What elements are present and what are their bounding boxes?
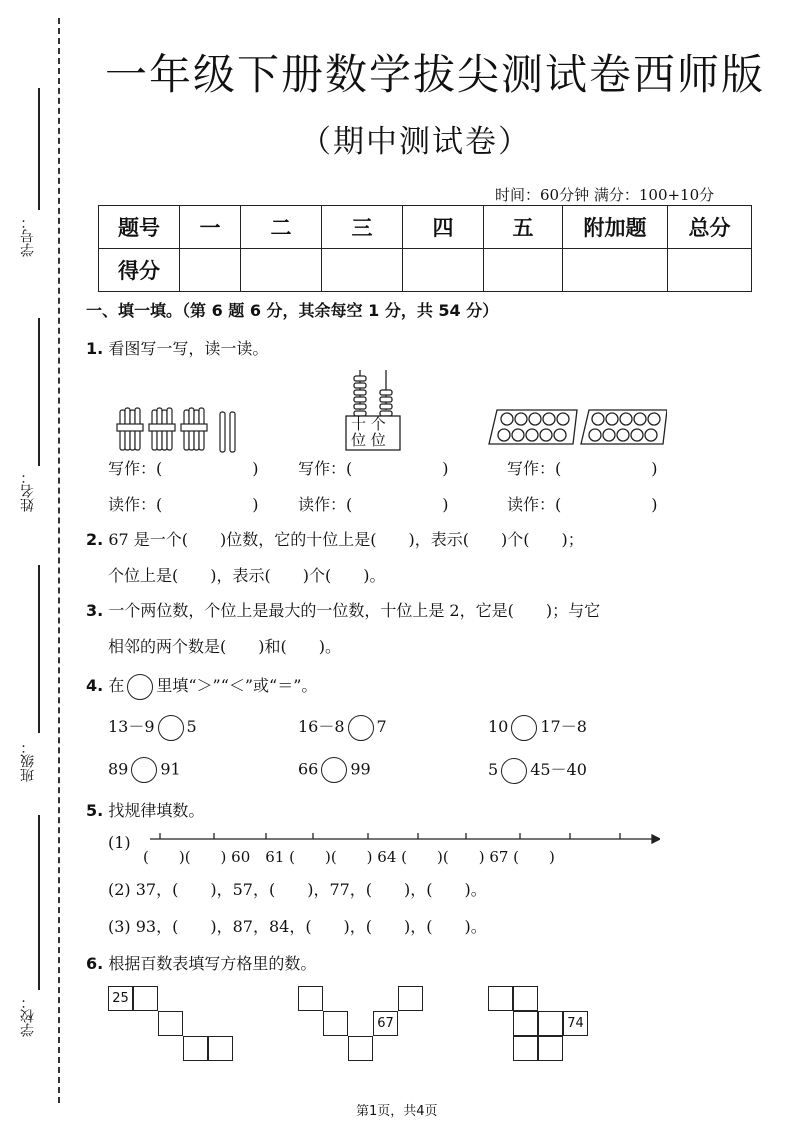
grid-cell[interactable] (298, 986, 323, 1011)
name-line (38, 318, 40, 466)
circle-icon (127, 674, 153, 700)
grid-cell[interactable] (208, 1036, 233, 1061)
cut-line (58, 18, 60, 1103)
compare-item: 10 17－8 (488, 714, 587, 741)
question-number: 4. (86, 676, 104, 695)
read-blank-2[interactable]: 读作：( ) (298, 495, 449, 514)
question-text: 在 (108, 676, 125, 695)
grid-cell-given: 74 (563, 1011, 588, 1036)
compare-circle[interactable] (501, 758, 527, 784)
score-header: 总分 (668, 206, 752, 249)
question-number: 3. (86, 601, 104, 620)
question-number: 2. (86, 530, 104, 549)
time-info: 时间：60分钟 满分：100+10分 (495, 186, 715, 204)
egg-trays-image (487, 408, 667, 448)
question-text: 67 是一个( )位数，它的十位上是( )，表示( )个( )； (108, 530, 584, 549)
compare-circle[interactable] (321, 757, 347, 783)
read-blank-3[interactable]: 读作：( ) (507, 495, 658, 514)
question-text: 根据百数表填写方格里的数。 (108, 954, 317, 973)
question-number: 6. (86, 954, 104, 973)
grid-cell[interactable] (538, 1036, 563, 1061)
question-4 (86, 673, 317, 700)
read-blank-1[interactable]: 读作：( ) (108, 495, 259, 514)
grid-cell[interactable] (183, 1036, 208, 1061)
question-2-line2: 个位上是( )，表示( )个( )。 (108, 566, 386, 585)
score-table (98, 205, 752, 292)
page-footer: 第1页，共4页 (356, 1104, 438, 1119)
question-text: 一个两位数，个位上是最大的一位数，十位上是 2，它是( )；与它 (108, 601, 601, 620)
name-label: 姓名： (20, 470, 36, 512)
compare-item: 89 91 (108, 757, 181, 783)
pattern-3: (3) 93，( )，87，84，( )，( )，( )。 (108, 917, 487, 936)
number-line-values: ( )( ) 60 61 ( )( ) 64 ( )( ) 67 ( ) (143, 848, 555, 866)
section-heading: 一、填一填。（第 6 题 6 分，其余每空 1 分，共 54 分） (86, 301, 499, 320)
class-label: 班级： (20, 740, 36, 782)
ones-label: 个 (370, 415, 386, 433)
score-cell[interactable] (241, 249, 322, 292)
score-header: 二 (241, 206, 322, 249)
score-header: 附加题 (563, 206, 668, 249)
score-cell[interactable] (322, 249, 403, 292)
question-6 (86, 951, 316, 974)
score-header: 三 (322, 206, 403, 249)
page-subtitle: （期中测试卷） (300, 124, 531, 160)
question-1 (86, 336, 268, 359)
student-no-label: 学号： (20, 215, 36, 257)
score-cell[interactable] (563, 249, 668, 292)
grid-cell[interactable] (513, 1011, 538, 1036)
write-blank-1[interactable]: 写作：( ) (108, 459, 259, 478)
grid-cell[interactable] (488, 986, 513, 1011)
compare-circle[interactable] (158, 715, 184, 741)
score-header: 五 (484, 206, 563, 249)
score-cell[interactable] (668, 249, 752, 292)
score-header: 四 (403, 206, 484, 249)
grid-cell-given: 25 (108, 986, 133, 1011)
question-5 (86, 798, 204, 821)
question-text: 看图写一写，读一读。 (108, 339, 269, 358)
place-label: 位 (351, 431, 367, 449)
school-line (38, 815, 40, 990)
score-header: 题号 (99, 206, 180, 249)
grid-cell[interactable] (513, 986, 538, 1011)
tens-label: 十 (351, 415, 367, 433)
question-text: 找规律填数。 (108, 801, 205, 820)
question-number: 5. (86, 801, 104, 820)
student-no-line (38, 88, 40, 210)
question-3-line2: 相邻的两个数是( )和( )。 (108, 637, 341, 656)
grid-cell[interactable] (323, 1011, 348, 1036)
abacus-labels (351, 416, 386, 448)
score-cell[interactable] (403, 249, 484, 292)
grid-cell[interactable] (348, 1036, 373, 1061)
grid-cell[interactable] (133, 986, 158, 1011)
compare-circle[interactable] (131, 757, 157, 783)
question-number: 1. (86, 339, 104, 358)
write-blank-3[interactable]: 写作：( ) (507, 459, 658, 478)
question-text: 里填“＞”“＜”或“＝”。 (156, 676, 318, 695)
score-row-label: 得分 (99, 249, 180, 292)
page-title: 一年级下册数学拔尖测试卷西师版 (105, 50, 766, 99)
grid-cell[interactable] (513, 1036, 538, 1061)
stick-bundles-image (110, 400, 250, 456)
compare-item: 5 45－40 (488, 757, 587, 784)
write-blank-2[interactable]: 写作：( ) (298, 459, 449, 478)
score-cell[interactable] (180, 249, 241, 292)
compare-circle[interactable] (511, 715, 537, 741)
compare-circle[interactable] (348, 715, 374, 741)
question-3 (86, 598, 600, 621)
pattern-2: (2) 37，( )，57，( )，77，( )，( )。 (108, 880, 487, 899)
question-2 (86, 527, 584, 550)
score-header: 一 (180, 206, 241, 249)
number-line (150, 830, 660, 844)
grid-cell-given: 67 (373, 1011, 398, 1036)
grid-cell[interactable] (538, 1011, 563, 1036)
compare-item: 16－8 7 (298, 714, 387, 741)
class-line (38, 565, 40, 733)
grid-cell[interactable] (398, 986, 423, 1011)
school-label: 学校： (20, 995, 36, 1037)
compare-item: 13－9 5 (108, 714, 197, 741)
number-line-label: (1) (108, 833, 131, 852)
grid-cell[interactable] (158, 1011, 183, 1036)
compare-item: 66 99 (298, 757, 371, 783)
place-label: 位 (370, 431, 386, 449)
score-cell[interactable] (484, 249, 563, 292)
